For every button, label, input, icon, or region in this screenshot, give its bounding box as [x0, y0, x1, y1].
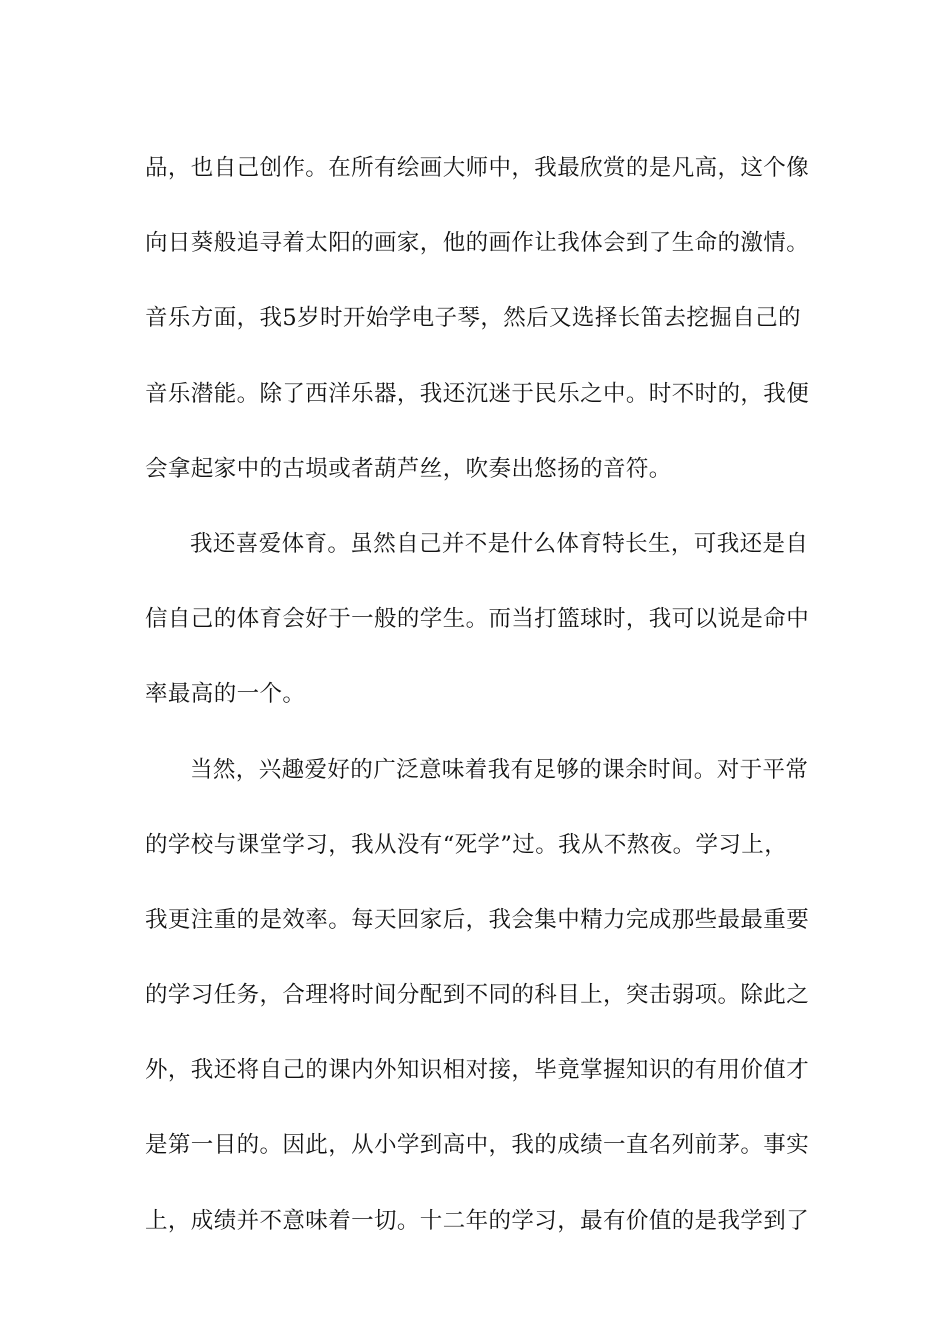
text-line: 的学校与课堂学习，我从没有“死学”过。我从不熬夜。学习上，: [145, 831, 788, 858]
text-line: 音乐潜能。除了西洋乐器，我还沉迷于民乐之中。时不时的，我便: [145, 380, 810, 407]
text-line: 我更注重的是效率。每天回家后，我会集中精力完成那些最最重要: [145, 906, 810, 933]
paragraph-first-line: 当然，兴趣爱好的广泛意味着我有足够的课余时间。对于平常: [190, 756, 809, 783]
text-line: 向日葵般追寻着太阳的画家，他的画作让我体会到了生命的激情。: [145, 230, 810, 257]
text-line: 品，也自己创作。在所有绘画大师中，我最欣赏的是凡高，这个像: [145, 155, 810, 181]
text-line: 会拿起家中的古埙或者葫芦丝，吹奏出悠扬的音符。: [145, 455, 672, 482]
text-line: 信自己的体育会好于一般的学生。而当打篮球时，我可以说是命中: [145, 606, 810, 633]
paragraph-first-line: 我还喜爱体育。虽然自己并不是什么体育特长生，可我还是自: [190, 530, 809, 557]
body-text: [145, 131, 815, 1259]
text-line: 是第一目的。因此，从小学到高中，我的成绩一直名列前茅。事实: [145, 1132, 810, 1159]
text-line: 上，成绩并不意味着一切。十二年的学习，最有价值的是我学到了: [145, 1207, 810, 1234]
text-line: 的学习任务，合理将时间分配到不同的科目上，突击弱项。除此之: [145, 982, 810, 1009]
text-line: 音乐方面，我5岁时开始学电子琴，然后又选择长笛去挖掘自己的: [145, 305, 801, 332]
text-line: 率最高的一个。: [145, 681, 306, 708]
text-line: 外，我还将自己的课内外知识相对接，毕竟掌握知识的有用价值才: [145, 1057, 810, 1084]
